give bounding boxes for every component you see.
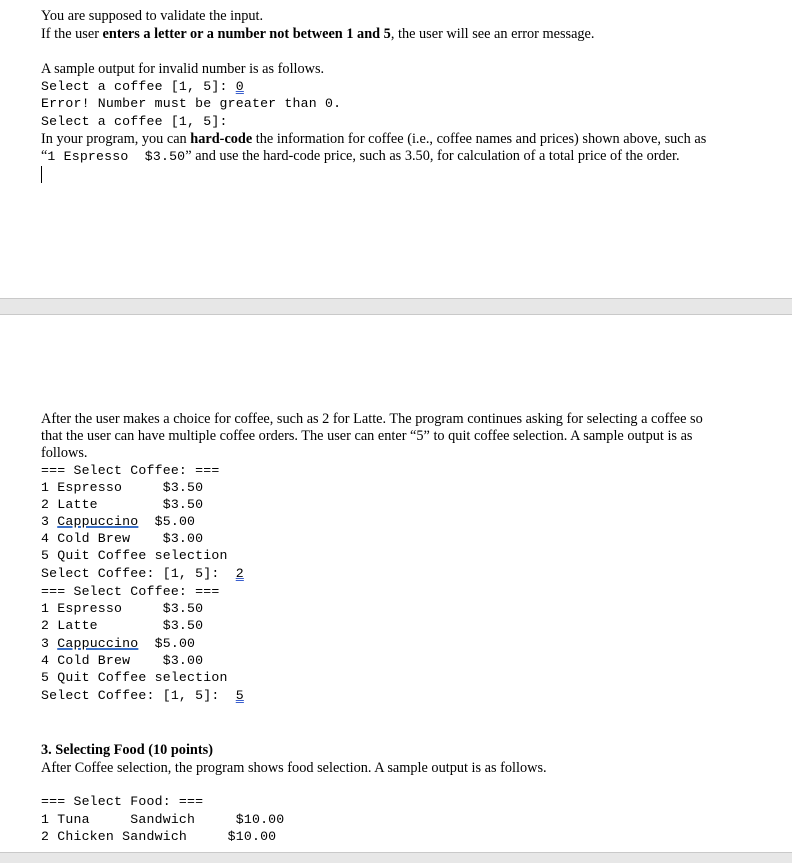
spellcheck-word: Cappuccino (57, 636, 139, 651)
spellcheck-word: Cappuccino (57, 514, 139, 529)
bold-text: hard-code (190, 131, 253, 147)
coffee-menu-item: 1 Espresso $3.50 (41, 480, 204, 495)
user-input: 0 (235, 79, 244, 94)
coffee-menu-item: 5 Quit Coffee selection (41, 548, 228, 563)
paragraph-line-2: that the user can have multiple coffee orders. The user can enter “5” to quit coffee selection. A sample output is as (41, 428, 693, 444)
user-input: 2 (235, 566, 244, 581)
paragraph-sample-intro: A sample output for invalid number is as follows. (41, 61, 325, 77)
item-number: 3 (41, 636, 58, 651)
food-menu-item: 2 Chicken Sandwich $10.00 (41, 829, 277, 844)
document-page-1 (0, 0, 792, 298)
item-price: $5.00 (138, 514, 196, 529)
coffee-menu-item: 4 Cold Brew $3.00 (41, 653, 204, 668)
paragraph-validate: You are supposed to validate the input. (41, 8, 264, 24)
paragraph-hard-code (41, 131, 706, 148)
coffee-prompt (41, 565, 244, 582)
user-input: 5 (235, 688, 244, 703)
text-run: ” and use the hard-code price, such as 3.50, for calculation of a total price of the order. (185, 148, 680, 164)
coffee-menu-item: 2 Latte $3.50 (41, 497, 204, 512)
code-line-prompt (41, 78, 244, 95)
item-number: 3 (41, 514, 58, 529)
coffee-menu-item (41, 635, 195, 652)
coffee-menu-item: 4 Cold Brew $3.00 (41, 531, 204, 546)
document-page-2 (0, 315, 792, 852)
paragraph-hard-code-example (41, 148, 680, 165)
text-run: In your program, you can (41, 131, 191, 147)
coffee-menu-item: 5 Quit Coffee selection (41, 670, 228, 685)
text-run: If the user (41, 26, 103, 42)
item-price: $5.00 (138, 636, 196, 651)
page-break (0, 852, 792, 863)
prompt-text: Select Coffee: [1, 5]: (41, 566, 236, 581)
bold-text: enters a letter or a number not between 1 and 5 (102, 26, 391, 42)
section-heading: 3. Selecting Food (10 points) (41, 742, 213, 758)
paragraph-error-condition (41, 26, 594, 43)
code-text: Select a coffee [1, 5]: (41, 79, 236, 94)
coffee-menu-item (41, 513, 195, 530)
quote-open: “ (41, 148, 48, 164)
text-run: the information for coffee (i.e., coffee names and prices) shown above, such as (252, 131, 707, 147)
coffee-menu-item: 2 Latte $3.50 (41, 618, 204, 633)
paragraph-line-1: After the user makes a choice for coffee, such as 2 for Latte. The program continues asking for selecting a coffee so (41, 411, 703, 427)
text-cursor[interactable] (41, 166, 42, 183)
food-menu-item: 1 Tuna Sandwich $10.00 (41, 812, 285, 827)
paragraph-line-3: follows. (41, 445, 88, 461)
page-break (0, 298, 792, 315)
coffee-menu-item: 1 Espresso $3.50 (41, 601, 204, 616)
inline-code: 1 Espresso $3.50 (47, 149, 186, 164)
code-line-error: Error! Number must be greater than 0. (41, 96, 342, 111)
coffee-menu-header: === Select Coffee: === (41, 463, 220, 478)
coffee-menu-header: === Select Coffee: === (41, 584, 220, 599)
code-line-prompt-2: Select a coffee [1, 5]: (41, 114, 228, 129)
food-menu-header: === Select Food: === (41, 794, 204, 809)
prompt-text: Select Coffee: [1, 5]: (41, 688, 236, 703)
coffee-prompt (41, 687, 244, 704)
paragraph-food-intro: After Coffee selection, the program shows food selection. A sample output is as follows. (41, 760, 547, 776)
text-run: , the user will see an error message. (390, 26, 595, 42)
